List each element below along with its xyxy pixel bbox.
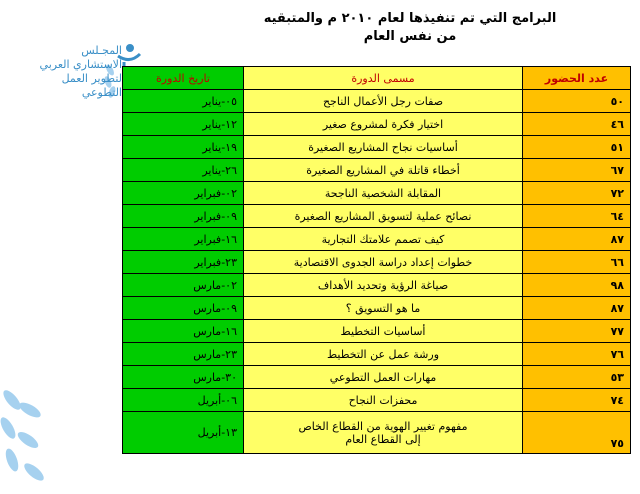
- cell-course-name: خطوات إعداد دراسة الجدوى الاقتصادية: [244, 251, 523, 274]
- cell-course-date: ١٦-مارس: [123, 320, 244, 343]
- cell-attendance: ٥١: [523, 136, 631, 159]
- table-row: [123, 113, 631, 136]
- cell-course-name: نصائح عملية لتسويق المشاريع الصغيرة: [244, 205, 523, 228]
- logo-line: لتطوير العمل: [61, 72, 122, 85]
- table-header-row: [123, 67, 631, 90]
- table-row: [123, 274, 631, 297]
- cell-course-date: ٢٣-فبراير: [123, 251, 244, 274]
- table-row: [123, 228, 631, 251]
- cell-course-date: ٢٦-يناير: [123, 159, 244, 182]
- title-line-1: البرامج التي تم تنفيذها لعام ٢٠١٠ م والمتبقيه: [263, 11, 557, 26]
- cell-attendance: ٩٨: [523, 274, 631, 297]
- cell-course-name: أساسيات التخطيط: [244, 320, 523, 343]
- cell-course-date: ٠٥-يناير: [123, 90, 244, 113]
- cell-course-date: ٠٩-فبراير: [123, 205, 244, 228]
- logo-line: التطوعي: [81, 86, 122, 99]
- table-row: [123, 366, 631, 389]
- cell-course-date: ٠٢-فبراير: [123, 182, 244, 205]
- cell-attendance: ٧٥: [523, 412, 631, 454]
- logo-text: [6, 44, 122, 100]
- header-course-name: مسمى الدورة: [244, 67, 523, 90]
- cell-attendance: ٦٦: [523, 251, 631, 274]
- header-attendance: عدد الحضور: [523, 67, 631, 90]
- cell-attendance: ٤٦: [523, 113, 631, 136]
- cell-course-name: صياغة الرؤية وتحديد الأهداف: [244, 274, 523, 297]
- cell-attendance: ٨٧: [523, 228, 631, 251]
- cell-course-date: ٢٣-مارس: [123, 343, 244, 366]
- page-title: [260, 10, 560, 46]
- cell-course-name: أساسيات نجاح المشاريع الصغيرة: [244, 136, 523, 159]
- cell-attendance: ٦٧: [523, 159, 631, 182]
- cell-course-name: المقابلة الشخصية الناجحة: [244, 182, 523, 205]
- table-row: [123, 251, 631, 274]
- cell-course-name: كيف تصمم علامتك التجارية: [244, 228, 523, 251]
- cell-attendance: ٥٣: [523, 366, 631, 389]
- cell-course-date: ١٣-أبريل: [123, 412, 244, 454]
- cell-course-date: ١٦-فبراير: [123, 228, 244, 251]
- cell-attendance: ٥٠: [523, 90, 631, 113]
- cell-course-name: صفات رجل الأعمال الناجح: [244, 90, 523, 113]
- cell-course-date: ١٢-يناير: [123, 113, 244, 136]
- header-course-date: تاريخ الدورة: [123, 67, 244, 90]
- table-row: [123, 320, 631, 343]
- courses-table: [122, 66, 631, 454]
- cell-attendance: ٦٤: [523, 205, 631, 228]
- title-line-2: من نفس العام: [363, 29, 457, 44]
- cell-course-name: [244, 412, 523, 454]
- logo-line: الاستشاري العربي: [39, 58, 122, 71]
- cell-attendance: ٨٧: [523, 297, 631, 320]
- cell-attendance: ٧٦: [523, 343, 631, 366]
- cell-course-name: محفزات النجاح: [244, 389, 523, 412]
- cell-course-date: ٠٦-أبريل: [123, 389, 244, 412]
- cell-course-date: ٠٢-مارس: [123, 274, 244, 297]
- table-row: [123, 297, 631, 320]
- table-row: [123, 205, 631, 228]
- course-name-line: مفهوم تغيير الهوية من القطاع الخاص: [298, 419, 468, 433]
- table-row: [123, 182, 631, 205]
- cell-course-date: ٠٩-مارس: [123, 297, 244, 320]
- cell-attendance: ٧٤: [523, 389, 631, 412]
- table-row: [123, 412, 631, 454]
- cell-course-name: اختيار فكرة لمشروع صغير: [244, 113, 523, 136]
- cell-course-name: مهارات العمل التطوعي: [244, 366, 523, 389]
- logo: [2, 36, 122, 128]
- table-row: [123, 343, 631, 366]
- cell-course-name: ورشة عمل عن التخطيط: [244, 343, 523, 366]
- table-row: [123, 159, 631, 182]
- course-name-line: إلى القطاع العام: [345, 432, 421, 446]
- table-row: [123, 389, 631, 412]
- table-row: [123, 136, 631, 159]
- laurel-leaves-icon: [0, 380, 80, 494]
- cell-attendance: ٧٢: [523, 182, 631, 205]
- cell-attendance: ٧٧: [523, 320, 631, 343]
- cell-course-date: ٣٠-مارس: [123, 366, 244, 389]
- cell-course-name: أخطاء قاتلة في المشاريع الصغيرة: [244, 159, 523, 182]
- table-row: [123, 90, 631, 113]
- logo-line: المجـلس: [81, 44, 122, 57]
- cell-course-date: ١٩-يناير: [123, 136, 244, 159]
- cell-course-name: ما هو التسويق ؟: [244, 297, 523, 320]
